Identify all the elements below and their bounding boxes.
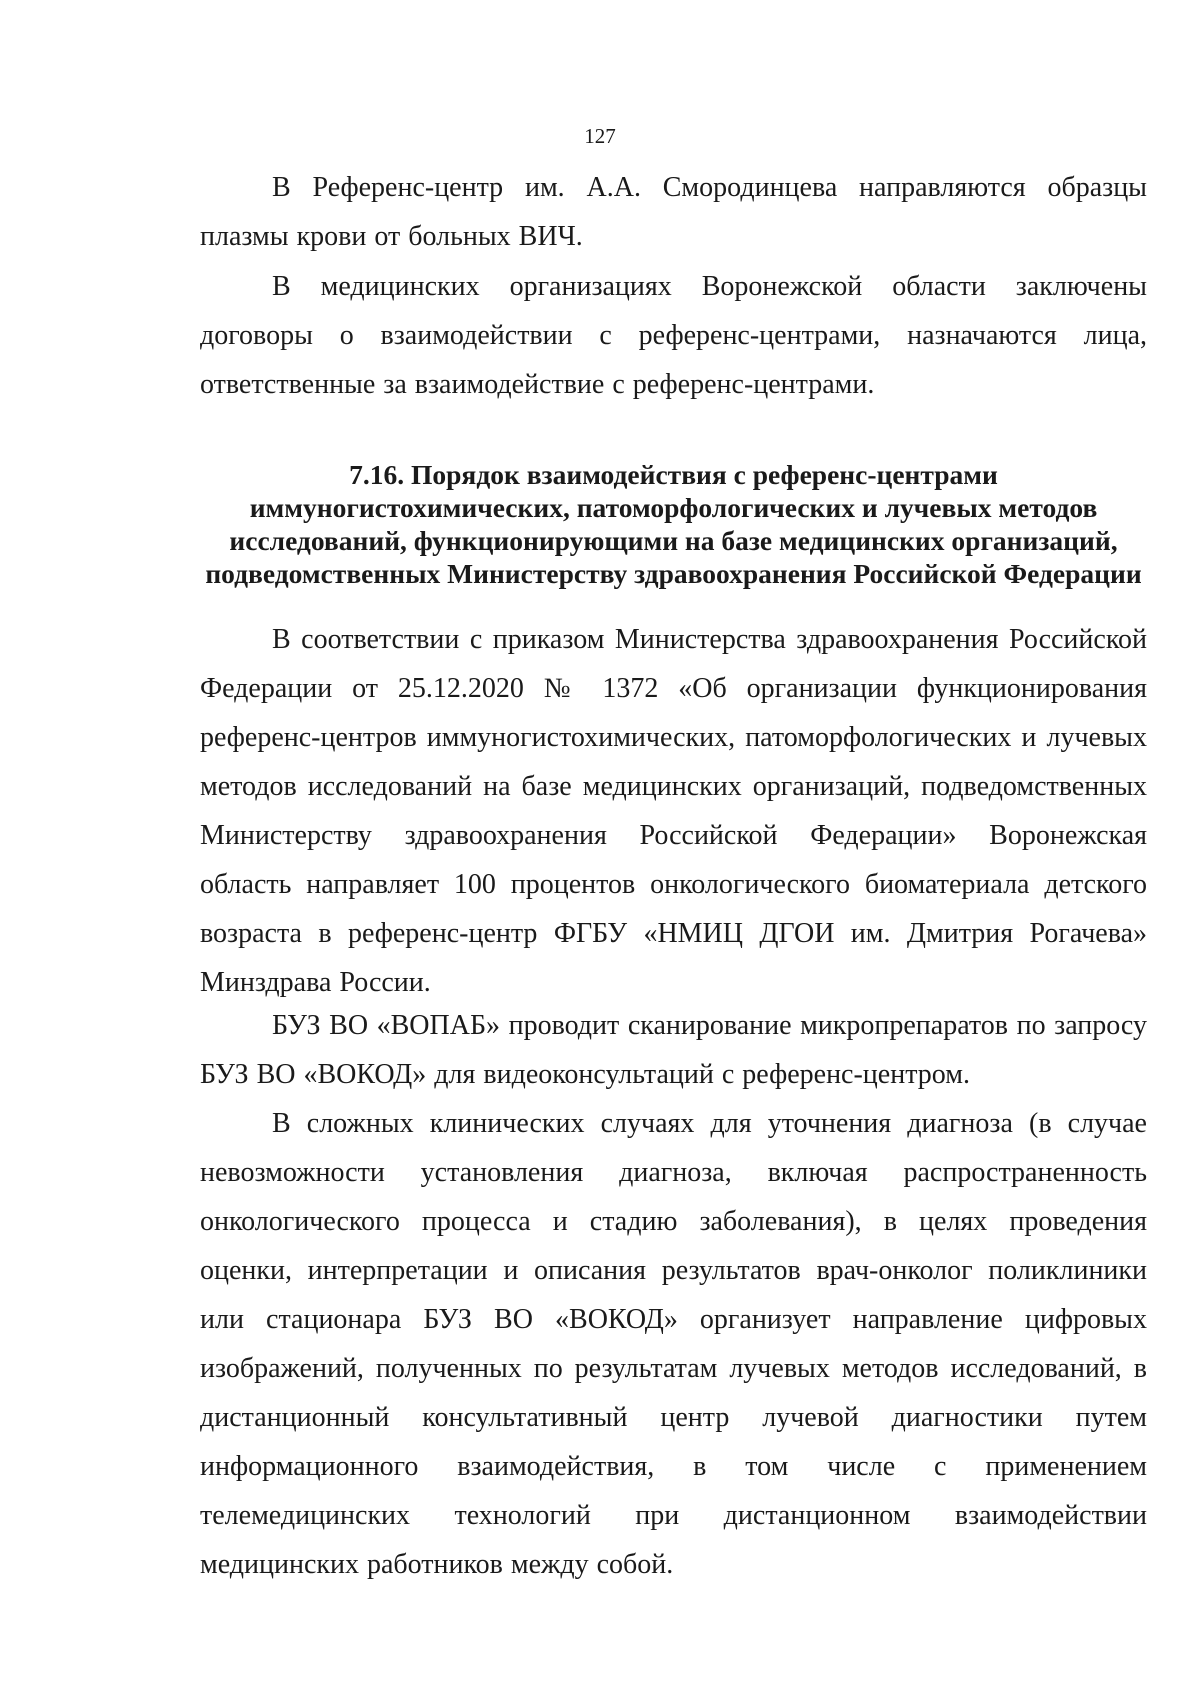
paragraph-2-block	[200, 262, 1147, 409]
section-paragraph-2-block	[200, 1001, 1147, 1099]
section-heading: 7.16. Порядок взаимодействия с референс-центрами иммуногистохимических, патоморфологических и лучевых методов исследований, функционирующими на базе медицинских организаций, подведомственных Министерству здравоохранения Российской Федерации	[205, 459, 1142, 589]
section-paragraph-2: БУЗ ВО «ВОПАБ» проводит сканирование микропрепаратов по запросу БУЗ ВО «ВОКОД» для видеоконсультаций с референс-центром.	[200, 1010, 1147, 1090]
section-paragraph-3-block	[200, 1099, 1147, 1589]
paragraph-2: В медицинских организациях Воронежской области заключены договоры о взаимодействии с референс-центрами, назначаются лица, ответственные за взаимодействие с референс-центрами.	[200, 271, 1147, 400]
page-number: 127	[584, 124, 616, 148]
section-paragraph-1-block	[200, 615, 1147, 1007]
paragraph-1: В Референс-центр им. А.А. Смородинцева направляются образцы плазмы крови от больных ВИЧ.	[200, 172, 1147, 252]
section-paragraph-1: В соответствии с приказом Министерства здравоохранения Российской Федерации от 25.12.2020 № 1372 «Об организации функционирования референс-центров иммуногистохимических, патоморфологических и лучевых методов исследований на базе медицинских организаций, подведомственных Министерству здравоохранения Российской Федерации» Воронежская область направляет 100 процентов онкологического биоматериала детского возраста в референс-центр ФГБУ «НМИЦ ДГОИ им. Дмитрия Рогачева» Минздрава России.	[200, 624, 1147, 998]
section-heading-block	[200, 458, 1147, 590]
paragraph-1-block	[200, 163, 1147, 261]
section-paragraph-3: В сложных клинических случаях для уточнения диагноза (в случае невозможности установления диагноза, включая распространенность онкологического процесса и стадию заболевания), в целях проведения оценки, интерпретации и описания результатов врач-онколог поликлиники или стационара БУЗ ВО «ВОКОД» организует направление цифровых изображений, полученных по результатам лучевых методов исследований, в дистанционный консультативный центр лучевой диагностики путем информационного взаимодействия, в том числе с применением телемедицинских технологий при дистанционном взаимодействии медицинских работников между собой.	[200, 1108, 1147, 1580]
